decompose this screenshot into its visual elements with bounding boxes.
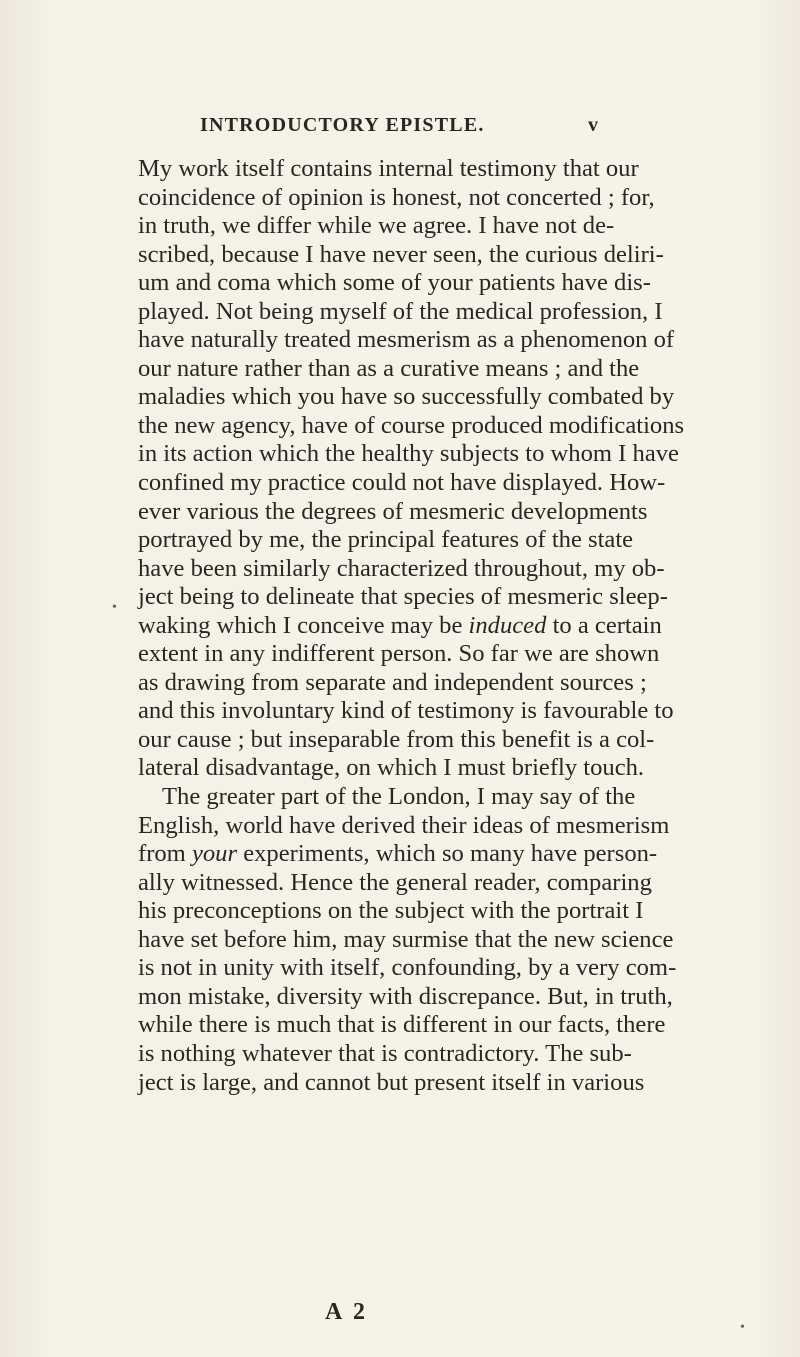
text-line: while there is much that is different in our facts, there (138, 1011, 666, 1039)
italic-word: your (191, 840, 238, 868)
text-line: maladies which you have so successfully combated by (138, 383, 675, 411)
text-line: our nature rather than as a curative means ; and the (138, 354, 640, 382)
text-line: The greater part of the London, I may say of the (162, 783, 636, 811)
italic-word: induced (468, 611, 547, 639)
text-segment: to a certain (552, 611, 662, 639)
page-number: v (588, 114, 600, 136)
text-line: have set before him, may surmise that the new science (138, 925, 674, 953)
text-line: ally witnessed. Hence the general reader, comparing (138, 868, 652, 896)
text-line: our cause ; but inseparable from this benefit is a col- (138, 725, 655, 753)
text-line: have been similarly characterized throughout, my ob- (138, 554, 665, 582)
body-text (138, 155, 685, 1097)
text-line: in truth, we differ while we agree. I have not de- (138, 212, 615, 240)
text-segment: from (138, 840, 186, 868)
text-line: is nothing whatever that is contradictory. The sub- (138, 1039, 632, 1067)
text-line (138, 611, 662, 641)
text-segment: waking which I conceive may be (138, 611, 463, 639)
text-line: confined my practice could not have displayed. How- (138, 469, 666, 497)
text-line: his preconceptions on the subject with the portrait I (138, 897, 644, 925)
text-line: English, world have derived their ideas of mesmerism (138, 811, 670, 839)
text-line: ject is large, and cannot but present itself in various (138, 1068, 645, 1096)
text-line: the new agency, have of course produced modifications (138, 411, 685, 439)
text-line: ever various the degrees of mesmeric developments (138, 497, 648, 525)
text-line: scribed, because I have never seen, the curious deliri- (138, 240, 664, 268)
text-line: My work itself contains internal testimony that our (138, 155, 639, 182)
margin-speck: • (740, 1320, 745, 1335)
text-line: in its action which the healthy subjects to whom I have (138, 440, 679, 468)
text-line: is not in unity with itself, confounding, by a very com- (138, 954, 677, 982)
text-line: lateral disadvantage, on which I must briefly touch. (138, 754, 645, 782)
margin-speck: • (112, 600, 117, 615)
text-line: have naturally treated mesmerism as a phenomenon of (138, 326, 675, 354)
signature-mark: A 2 (325, 1299, 369, 1325)
text-line: and this involuntary kind of testimony is favourable to (138, 697, 674, 725)
text-line: played. Not being myself of the medical profession, I (138, 297, 663, 325)
text-line: ject being to delineate that species of mesmeric sleep- (138, 583, 668, 611)
text-line: extent in any indifferent person. So far we are shown (138, 640, 660, 668)
text-line: um and coma which some of your patients have dis- (138, 269, 651, 297)
header-title: INTRODUCTORY EPISTLE. (200, 114, 485, 136)
text-segment: experiments, which so many have person- (243, 840, 658, 868)
text-line (138, 840, 658, 869)
text-line: mon mistake, diversity with discrepance. But, in truth, (138, 982, 673, 1010)
text-line: portrayed by me, the principal features of the state (138, 526, 634, 554)
text-line: coincidence of opinion is honest, not concerted ; for, (138, 183, 655, 211)
text-line: as drawing from separate and independent sources ; (138, 668, 647, 696)
